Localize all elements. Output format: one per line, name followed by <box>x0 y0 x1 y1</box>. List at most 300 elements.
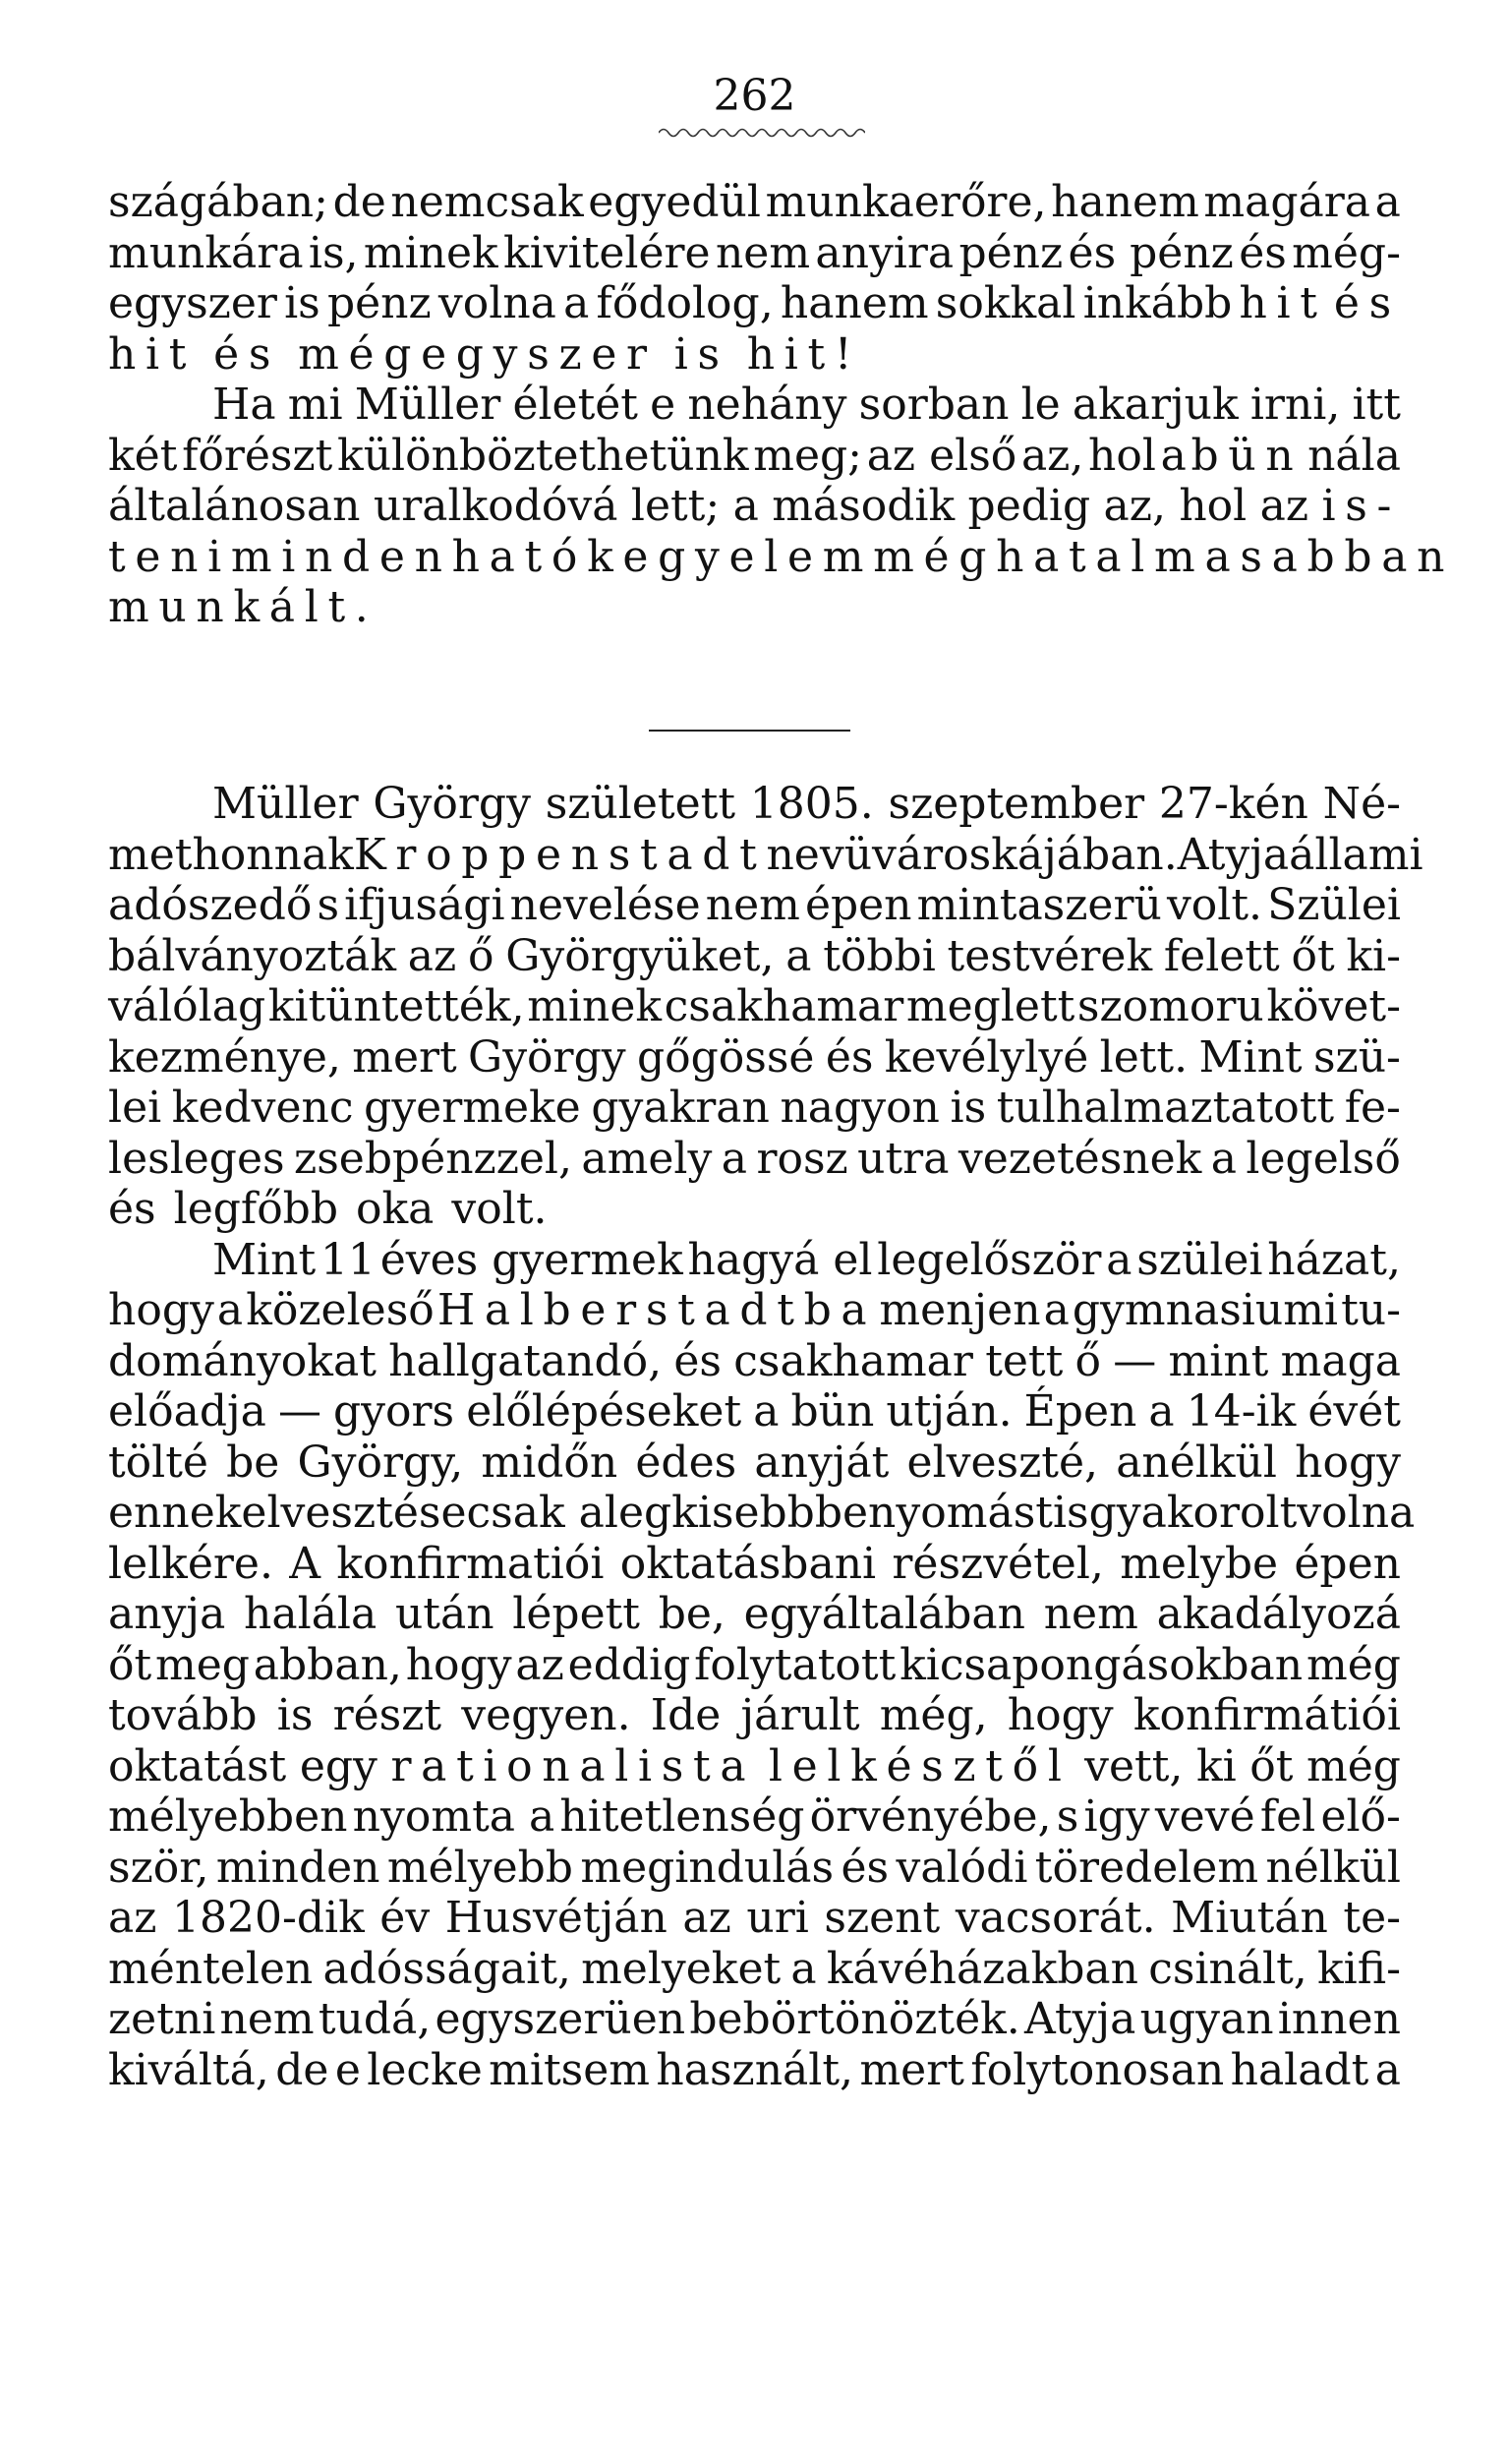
word: kivitelére <box>503 227 711 278</box>
word: éves gyermek <box>379 1234 683 1285</box>
word: kevélylyé <box>884 1031 1089 1083</box>
word: Ide <box>650 1690 722 1740</box>
page-number: 262 <box>713 71 796 121</box>
word: a <box>1210 1133 1237 1184</box>
word: mintaszerü <box>916 880 1162 930</box>
word: be <box>226 1437 280 1488</box>
word: hit! <box>746 328 862 380</box>
word: különböztethetünk <box>337 430 749 481</box>
word: ennek <box>108 1488 242 1538</box>
text-line <box>108 1032 1401 1084</box>
word: meg <box>155 1639 250 1690</box>
word: válólag <box>108 981 266 1031</box>
text-line <box>108 329 1401 381</box>
word: hogy <box>1007 1690 1114 1740</box>
text-line <box>108 1437 1401 1489</box>
word: házat, <box>1267 1234 1401 1285</box>
word: is, <box>308 227 359 278</box>
word: lei <box>108 1083 162 1133</box>
word: részt <box>332 1690 442 1740</box>
word: te- <box>1343 1893 1401 1943</box>
word: nála <box>1307 430 1401 481</box>
word: még <box>1306 1740 1401 1791</box>
word: legfőbb <box>173 1184 339 1234</box>
word: rosz <box>756 1133 848 1184</box>
text-line <box>108 1336 1401 1387</box>
word: volna <box>1297 1488 1416 1538</box>
word: hol <box>1179 481 1248 531</box>
text-line <box>108 1488 1416 1539</box>
word: uralkodóvá <box>373 481 618 531</box>
word: de <box>332 177 386 227</box>
word: csinált, <box>1148 1943 1307 1994</box>
word: mint <box>1168 1335 1269 1386</box>
word: hanem <box>1051 177 1199 227</box>
section-divider <box>649 730 850 732</box>
word: oktatásbani <box>619 1538 877 1589</box>
word: gyors <box>333 1386 455 1437</box>
word: Atyja <box>1024 1994 1136 2044</box>
word: tudá, <box>318 1994 432 2044</box>
word: eddig <box>567 1639 691 1690</box>
word: munkált. <box>108 582 378 632</box>
word: sokkal <box>935 278 1076 328</box>
word: hogy <box>108 1285 214 1335</box>
word: rationalista <box>390 1740 756 1791</box>
text-line <box>108 779 1401 830</box>
word: a <box>1160 430 1187 481</box>
text-line <box>108 1944 1401 1995</box>
text-line <box>108 829 1423 881</box>
word: és <box>673 1335 723 1386</box>
word: használt, <box>656 2044 854 2095</box>
word: pedig <box>967 481 1091 531</box>
word: csakhamar <box>733 1335 973 1386</box>
text-line <box>108 1235 1401 1286</box>
word: az <box>682 1893 731 1943</box>
word: egyszer <box>108 278 277 328</box>
word: bebörtönözték. <box>689 1994 1020 2044</box>
word: hanem <box>780 278 929 328</box>
word: lett; <box>630 481 721 531</box>
word: előlépéseket <box>466 1386 742 1437</box>
text-line <box>108 1994 1401 2045</box>
paragraph-biography <box>108 779 1423 2095</box>
text-line <box>108 228 1401 279</box>
word: és <box>108 1184 156 1234</box>
word: György <box>373 779 531 829</box>
word: és <box>825 1031 874 1083</box>
text-line <box>108 1589 1401 1640</box>
word: kezménye, <box>108 1031 341 1083</box>
word: főrészt <box>182 430 333 481</box>
word: ször, <box>108 1842 209 1893</box>
word: nehány <box>687 380 847 430</box>
word: Kroppenstadt <box>353 829 767 880</box>
text-line <box>108 380 1401 431</box>
word: be, <box>658 1589 725 1639</box>
word: örvényébe, <box>809 1791 1052 1842</box>
text-line <box>108 1791 1401 1843</box>
word: de <box>275 2044 329 2095</box>
word: anyját <box>754 1437 890 1488</box>
word: meglett <box>905 981 1075 1031</box>
word: adósságait, <box>322 1943 571 1994</box>
word: 27-kén <box>1158 779 1308 829</box>
word: őt <box>1249 1740 1294 1791</box>
word: A <box>289 1538 321 1589</box>
word: Györgyüket, <box>505 930 775 981</box>
word: tulhalmaztatott <box>996 1083 1335 1133</box>
word: hit <box>1239 278 1327 328</box>
word: 11 <box>319 1234 376 1285</box>
word: előadja <box>108 1386 266 1437</box>
word: életét <box>512 380 638 430</box>
text-line <box>108 481 1401 532</box>
word: az, <box>1020 430 1084 481</box>
word: Épen <box>1023 1386 1137 1437</box>
word: szülei <box>1136 1234 1263 1285</box>
word: tu- <box>1341 1285 1401 1335</box>
word: általánosan <box>108 481 361 531</box>
word: hogy <box>1295 1437 1401 1488</box>
word: megindulás <box>580 1842 835 1893</box>
word: töredelem <box>1034 1842 1259 1893</box>
word: és <box>213 328 281 380</box>
word: vevé <box>1154 1791 1255 1842</box>
word: valódi <box>896 1842 1028 1893</box>
word: irni, <box>1249 380 1341 430</box>
word: nem <box>1043 1589 1138 1639</box>
word: tett <box>985 1335 1064 1386</box>
word: haladt <box>1230 2044 1369 2095</box>
word: szü- <box>1312 1031 1401 1083</box>
word: Halberstadtba <box>436 1285 877 1335</box>
word: év <box>379 1893 431 1943</box>
word: pénz <box>958 227 1064 278</box>
word: Mint <box>212 1234 317 1285</box>
word: adószedő <box>108 880 313 930</box>
word: lett. <box>1099 1031 1189 1083</box>
text-line <box>108 1539 1401 1590</box>
word: gyakran <box>591 1083 770 1133</box>
word: részvétel, <box>892 1538 1104 1589</box>
word: kifi- <box>1316 1943 1401 1994</box>
word: nem <box>219 1994 315 2044</box>
word: tölté <box>108 1437 208 1488</box>
word: e <box>334 2044 361 2095</box>
word: mert <box>859 2044 964 2095</box>
word: zetni <box>108 1994 216 2044</box>
word: folytonosan <box>970 2044 1225 2095</box>
word: a <box>790 1943 817 1994</box>
word: és <box>841 1842 890 1893</box>
word: hallgatandó, <box>388 1335 663 1386</box>
word: követ- <box>1266 981 1401 1031</box>
word: közeleső <box>246 1285 435 1335</box>
word: bün <box>790 1386 875 1437</box>
word: városkájában. <box>872 829 1178 880</box>
word: magára <box>1203 177 1371 227</box>
word: lelkére. <box>108 1538 273 1589</box>
word: hitetlenség <box>559 1791 805 1842</box>
word: mélyebb <box>386 1842 573 1893</box>
word: melybe <box>1120 1538 1279 1589</box>
word: akadályozá <box>1156 1589 1401 1639</box>
word: az <box>515 1639 564 1690</box>
word: volt. <box>1166 880 1263 930</box>
word: pénz <box>326 278 432 328</box>
word: évét <box>1307 1386 1401 1437</box>
text-line <box>108 1640 1401 1691</box>
word: állami <box>1289 829 1423 880</box>
word: elveszté, <box>906 1437 1099 1488</box>
word: s <box>1056 1791 1079 1842</box>
word: amely <box>581 1133 713 1184</box>
word: méntelen <box>108 1943 314 1994</box>
word: lelkésztől <box>768 1740 1072 1791</box>
word: még- <box>1292 227 1401 278</box>
word: akarjuk <box>1072 380 1239 430</box>
word: György <box>468 1031 626 1083</box>
word: ugyan <box>1139 1994 1274 2044</box>
word: még <box>1306 1639 1401 1690</box>
word: egyáltalában <box>743 1589 1025 1639</box>
word: többi <box>823 930 936 981</box>
word: le <box>1020 380 1061 430</box>
word: menjen <box>879 1285 1041 1335</box>
word: Müller <box>212 779 359 829</box>
word: Ha <box>212 380 276 430</box>
word: gőgössé <box>636 1031 815 1083</box>
word: lépett <box>512 1589 640 1639</box>
word: épen <box>1294 1538 1401 1589</box>
word: volt. <box>451 1184 548 1234</box>
word: gyermeke <box>364 1083 581 1133</box>
word: konfirmátiói <box>1132 1690 1401 1740</box>
word: minek <box>527 981 663 1031</box>
word: az <box>1259 481 1309 531</box>
word: oka <box>356 1184 435 1234</box>
text-line <box>108 1741 1401 1792</box>
word: midőn <box>481 1437 618 1488</box>
word: legelső <box>1246 1133 1401 1184</box>
word: egy <box>299 1740 377 1791</box>
word: a <box>1374 2044 1401 2095</box>
page-number-ornament <box>659 126 865 140</box>
word: mégegyszer <box>298 328 657 380</box>
word: Né- <box>1322 779 1401 829</box>
text-line <box>108 431 1401 482</box>
word: csak a <box>466 1488 605 1538</box>
word: kegyelem <box>587 531 874 582</box>
word: elő- <box>1320 1791 1401 1842</box>
word: egyszerüen <box>435 1994 686 2044</box>
text-line <box>108 531 1455 583</box>
word: hagyá el <box>687 1234 873 1285</box>
word: mitsem <box>489 2044 650 2095</box>
word: gyakorolt <box>1088 1488 1298 1538</box>
word: nemcsak <box>390 177 584 227</box>
text-line <box>108 880 1401 931</box>
word: bün <box>1190 430 1304 481</box>
word: legelőször <box>877 1234 1102 1285</box>
word: nevü <box>766 829 873 880</box>
word: nevelése <box>509 880 701 930</box>
word: tovább <box>108 1690 258 1740</box>
text-line <box>108 981 1401 1032</box>
word: utján. <box>886 1386 1013 1437</box>
text-line <box>108 1893 1401 1944</box>
word: mert <box>352 1031 457 1083</box>
word: sorban <box>858 380 1010 430</box>
word: vegyen. <box>461 1690 631 1740</box>
word: járult <box>740 1690 860 1740</box>
word: konfirmatiói <box>336 1538 605 1589</box>
word: is <box>276 1690 314 1740</box>
word: szomoru <box>1076 981 1264 1031</box>
word: is <box>950 1083 987 1133</box>
text-line <box>108 1134 1401 1185</box>
word: methonnak <box>108 829 354 880</box>
word: munkára <box>108 227 304 278</box>
word: itt <box>1352 380 1401 430</box>
word: is- <box>1321 481 1401 531</box>
word: ki <box>1195 1740 1237 1791</box>
word: második <box>772 481 956 531</box>
text-line <box>108 2045 1401 2096</box>
word: nem <box>715 227 811 278</box>
word: legkisebb <box>604 1488 815 1538</box>
word: kiváltá, <box>108 2044 269 2095</box>
word: még <box>873 531 997 582</box>
text-line <box>108 177 1401 228</box>
word: az <box>407 930 457 981</box>
paragraph-intro <box>108 177 1455 633</box>
word: maga <box>1280 1335 1401 1386</box>
word: édes <box>635 1437 737 1488</box>
word: elvesztése <box>241 1488 467 1538</box>
word: 1820-dik <box>171 1893 365 1943</box>
word: abban, <box>253 1639 402 1690</box>
word: és <box>1333 278 1401 328</box>
word: nagyon <box>780 1083 940 1133</box>
word: után <box>394 1589 494 1639</box>
word: és pénz <box>1068 227 1234 278</box>
word: kicsapongásokban <box>900 1639 1304 1690</box>
word: vett, <box>1084 1740 1184 1791</box>
word: kedvenc <box>171 1083 354 1133</box>
word: hit <box>108 328 197 380</box>
word: is <box>673 328 729 380</box>
word: uri <box>746 1893 809 1943</box>
word: a <box>732 481 759 531</box>
word: bálványozták <box>108 930 397 981</box>
text-line <box>108 1285 1401 1336</box>
word: is <box>1052 1488 1089 1538</box>
word: Müller <box>354 380 501 430</box>
word: lesleges <box>108 1133 285 1184</box>
text-line <box>108 1083 1401 1134</box>
word: szeptember <box>888 779 1145 829</box>
text-line <box>108 278 1401 329</box>
word: felett <box>1163 930 1280 981</box>
word: kitüntették, <box>267 981 525 1031</box>
word: a <box>1106 1234 1132 1285</box>
word: innen <box>1277 1994 1401 2044</box>
word: — <box>1113 1335 1157 1386</box>
word: csakhamar <box>664 981 904 1031</box>
text-line <box>108 1690 1401 1741</box>
word: a <box>721 1133 748 1184</box>
word: ő <box>1074 1335 1102 1386</box>
word: az <box>108 1893 157 1943</box>
word: mélyebben <box>108 1791 348 1842</box>
word: anyja <box>108 1589 226 1639</box>
word: az, <box>1103 481 1166 531</box>
word: ifjusági <box>344 880 505 930</box>
word: minden <box>215 1842 380 1893</box>
word: mi <box>287 380 343 430</box>
word: anyira <box>815 227 955 278</box>
word: folytatott <box>694 1639 897 1690</box>
word: 14-ik <box>1186 1386 1297 1437</box>
word: nélkül <box>1265 1842 1401 1893</box>
word: Husvétján <box>444 1893 667 1943</box>
word: őt <box>1291 930 1335 981</box>
word: a <box>216 1285 244 1335</box>
word: volna <box>437 278 556 328</box>
word: dományokat <box>108 1335 377 1386</box>
text-line <box>108 1386 1401 1437</box>
word: fe- <box>1344 1083 1401 1133</box>
word: nem <box>705 880 800 930</box>
word: és <box>1239 227 1287 278</box>
word: oktatást <box>108 1740 287 1791</box>
word: Atyja <box>1177 829 1290 880</box>
word: testvérek <box>947 930 1153 981</box>
word: a <box>1043 1285 1070 1335</box>
word: mindenható <box>230 531 588 582</box>
word: kávéházakban <box>826 1943 1138 1994</box>
word: gymnasiumi <box>1072 1285 1338 1335</box>
text-line <box>108 582 1401 633</box>
word: szent <box>824 1893 941 1943</box>
word: munkaerőre, <box>765 177 1047 227</box>
word: a <box>753 1386 780 1437</box>
word: a <box>785 930 812 981</box>
word: inkább <box>1082 278 1233 328</box>
word: két <box>108 430 178 481</box>
word: utra <box>857 1133 950 1184</box>
word: ő <box>467 930 494 981</box>
word: vacsorát. <box>955 1893 1156 1943</box>
word: Szülei <box>1267 880 1401 930</box>
word: lecke <box>367 2044 483 2095</box>
word: s <box>317 880 340 930</box>
word: zsebpénzzel, <box>294 1133 572 1184</box>
word: Mint <box>1198 1031 1303 1083</box>
word: hol <box>1088 430 1156 481</box>
word: fel <box>1259 1791 1316 1842</box>
word: György, <box>297 1437 464 1488</box>
word: nyomta a <box>352 1791 555 1842</box>
word: a <box>563 278 590 328</box>
word: őt <box>108 1639 152 1690</box>
word: egyedül <box>588 177 761 227</box>
word: született <box>545 779 735 829</box>
word: igy <box>1083 1791 1150 1842</box>
